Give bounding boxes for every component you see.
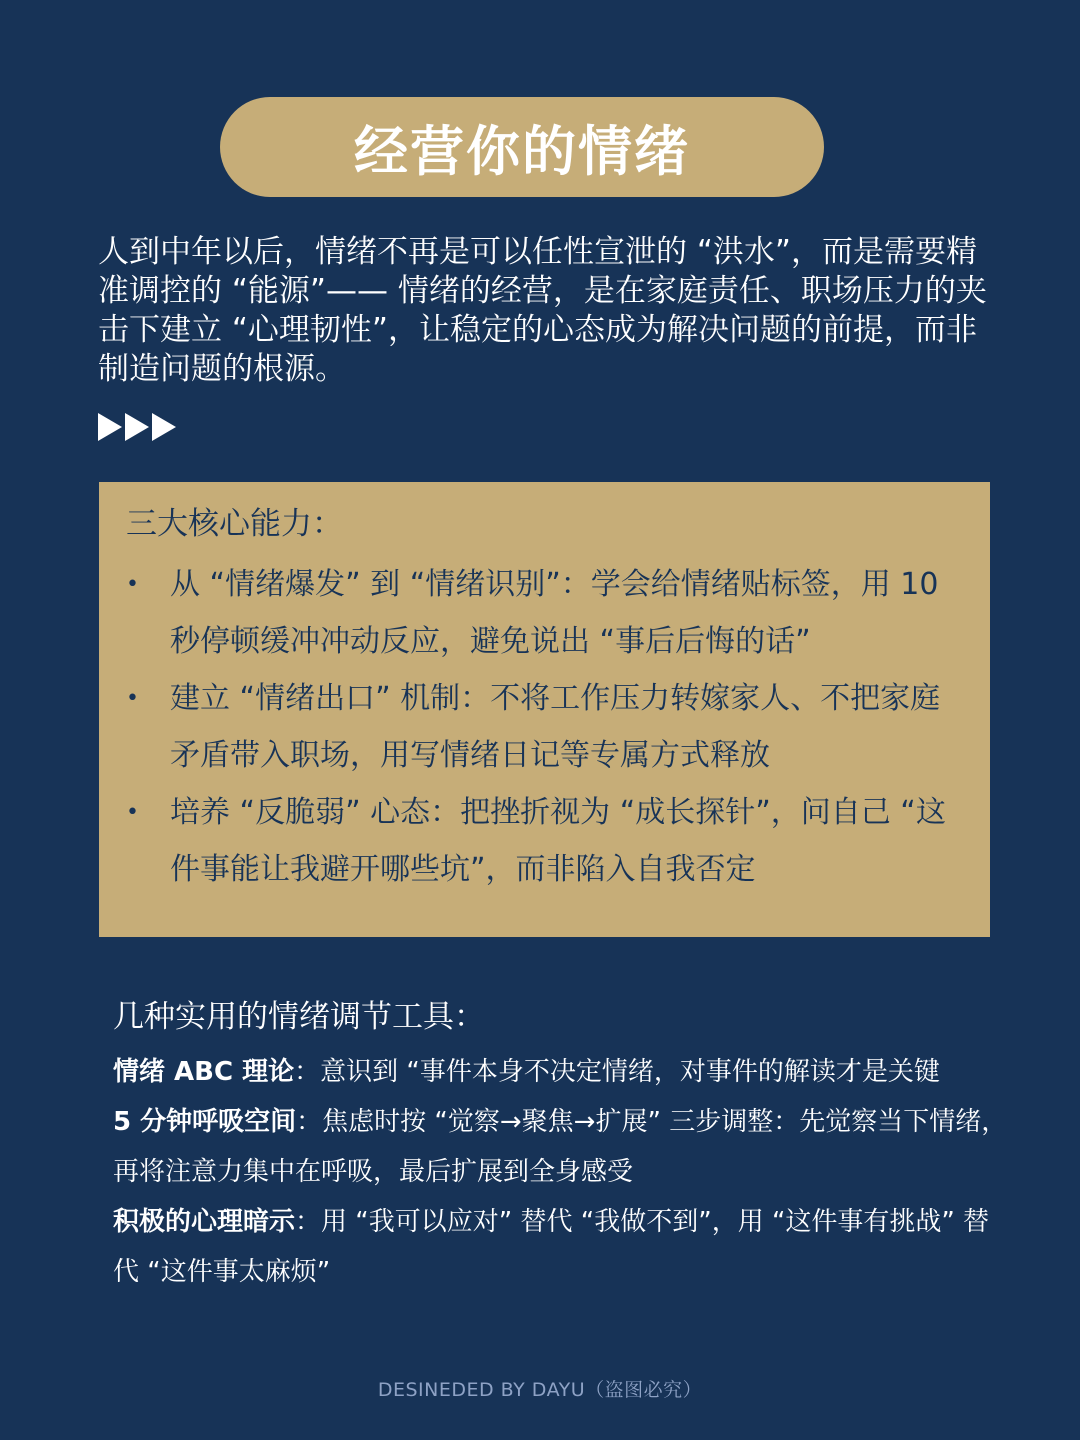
bullet-icon: • [126,686,139,711]
tool-description: ：意识到 “事件本身不决定情绪，对事件的解读才是关键 [294,1057,940,1087]
core-ability-text: 从 “情绪爆发” 到 “情绪识别”：学会给情绪贴标签，用 10 秒停顿缓冲冲动反应，避免说出 “事后后悔的话” [170,567,939,659]
tool-name: 积极的心理暗示 [113,1207,296,1237]
bullet-icon: • [126,800,139,825]
tool-description: ：用 “我可以应对” 替代 “我做不到”，用 “这件事有挑战” 替代 “这件事太麻烦” [113,1207,990,1287]
tool-item [113,1047,1013,1097]
tool-description: ：焦虑时按 “觉察→聚焦→扩展” 三步调整：先觉察当下情绪，再将注意力集中在呼吸，最后扩展到全身感受 [113,1107,1008,1187]
triple-arrow-icon [98,410,180,444]
tool-name: 5 分钟呼吸空间 [113,1107,297,1137]
title-banner [220,97,824,197]
tools-title: 几种实用的情绪调节工具： [113,999,485,1035]
tool-item [113,1197,1013,1297]
bullet-icon: • [126,572,139,597]
tool-item [113,1097,1013,1197]
core-abilities-list [126,556,970,898]
core-ability-item [126,556,964,670]
core-abilities-title: 三大核心能力： [126,506,343,542]
footer-credit: DESINEDED BY DAYU（盗图必究） [377,1379,703,1401]
core-ability-item [126,784,964,898]
tools-section [113,995,1013,1297]
tool-name: 情绪 ABC 理论 [113,1057,295,1087]
page-title: 经营你的情绪 [354,119,690,183]
core-abilities-box [99,482,990,937]
intro-paragraph: 人到中年以后，情绪不再是可以任性宣泄的 “洪水”，而是需要精准调控的 “能源”—— 情绪的经营，是在家庭责任、职场压力的夹击下建立 “心理韧性”，让稳定的心态成为解决问题的前提，而非制造问题的根源。 [98,234,987,387]
core-ability-text: 培养 “反脆弱” 心态：把挫折视为 “成长探针”，问自己 “这件事能让我避开哪些坑”，而非陷入自我否定 [170,795,946,887]
core-ability-item [126,670,964,784]
core-ability-text: 建立 “情绪出口” 机制：不将工作压力转嫁家人、不把家庭矛盾带入职场，用写情绪日记等专属方式释放 [170,681,941,773]
